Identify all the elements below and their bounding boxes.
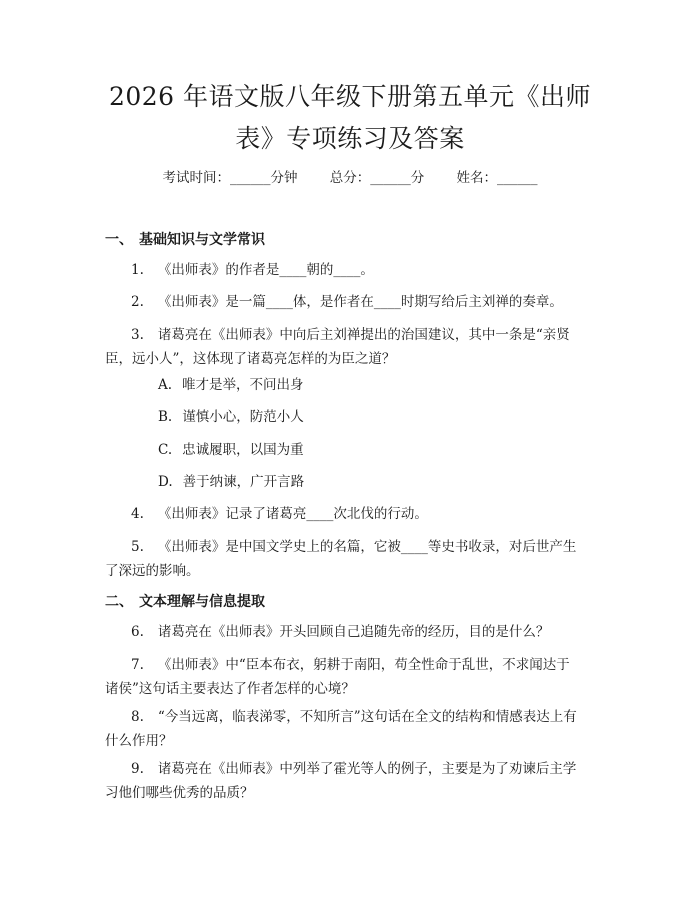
question-text: 《出师表》是一篇____体，是作者在____时期写给后主刘禅的奏章。 bbox=[157, 294, 563, 310]
option-b bbox=[158, 407, 304, 427]
question-number: 6. bbox=[131, 624, 144, 640]
question-2 bbox=[105, 290, 583, 314]
title-line-2: 表》专项练习及答案 bbox=[235, 124, 465, 153]
question-5 bbox=[105, 535, 583, 583]
question-number: 4. bbox=[131, 506, 144, 522]
section-number: 二、 bbox=[105, 594, 133, 610]
option-label: D. bbox=[158, 474, 173, 490]
question-1 bbox=[105, 258, 583, 282]
option-text: 唯才是举，不问出身 bbox=[182, 377, 304, 393]
question-text: 诸葛亮在《出师表》开头回顾自己追随先帝的经历，目的是什么？ bbox=[157, 624, 550, 640]
option-c bbox=[158, 440, 304, 460]
section-title: 文本理解与信息提取 bbox=[139, 594, 265, 610]
question-3 bbox=[105, 323, 583, 371]
question-text: 《出师表》记录了诸葛亮____次北伐的行动。 bbox=[157, 506, 428, 522]
option-text: 谨慎小心，防范小人 bbox=[182, 409, 304, 425]
question-number: 9. bbox=[131, 761, 144, 777]
question-9 bbox=[105, 757, 583, 805]
exam-score: 总分：______分 bbox=[329, 170, 425, 186]
question-text: 《出师表》是中国文学史上的名篇，它被____等史书收录，对后世产生了深远的影响。 bbox=[105, 539, 577, 579]
option-text: 忠诚履职，以国为重 bbox=[182, 442, 304, 458]
option-label: C. bbox=[158, 442, 173, 458]
document-title bbox=[60, 76, 640, 160]
question-number: 7. bbox=[131, 657, 144, 673]
question-7 bbox=[105, 653, 583, 701]
exam-time: 考试时间：______分钟 bbox=[162, 170, 298, 186]
question-text: 诸葛亮在《出师表》中向后主刘禅提出的治国建议，其中一条是“亲贤臣，远小人”，这体现了诸葛亮怎样的为臣之道？ bbox=[105, 327, 570, 367]
section-heading-1 bbox=[105, 229, 265, 249]
exam-meta bbox=[0, 168, 700, 188]
section-heading-2 bbox=[105, 591, 265, 611]
title-line-1: 2026 年语文版八年级下册第五单元《出师 bbox=[108, 82, 592, 111]
question-text: 诸葛亮在《出师表》中列举了霍光等人的例子，主要是为了劝谏后主学习他们哪些优秀的品质？ bbox=[105, 761, 577, 801]
question-text: “今当远离，临表涕零，不知所言”这句话在全文的结构和情感表达上有什么作用？ bbox=[105, 709, 577, 749]
question-8 bbox=[105, 705, 583, 753]
option-label: B. bbox=[158, 409, 173, 425]
question-number: 5. bbox=[131, 539, 144, 555]
question-number: 3. bbox=[131, 327, 144, 343]
option-a bbox=[158, 375, 304, 395]
option-text: 善于纳谏，广开言路 bbox=[182, 474, 305, 490]
section-title: 基础知识与文学常识 bbox=[139, 232, 265, 248]
question-6 bbox=[105, 620, 583, 644]
option-label: A. bbox=[158, 377, 173, 393]
question-text: 《出师表》中“臣本布衣，躬耕于南阳，苟全性命于乱世，不求闻达于诸侯”这句话主要表达了作者怎样的心境？ bbox=[105, 657, 570, 697]
exam-name: 姓名：______ bbox=[456, 170, 538, 186]
question-4 bbox=[105, 502, 583, 526]
question-text: 《出师表》的作者是____朝的____。 bbox=[157, 262, 374, 278]
question-number: 8. bbox=[131, 709, 144, 725]
option-d bbox=[158, 472, 304, 492]
section-number: 一、 bbox=[105, 232, 133, 248]
question-number: 1. bbox=[131, 262, 144, 278]
question-number: 2. bbox=[131, 294, 144, 310]
